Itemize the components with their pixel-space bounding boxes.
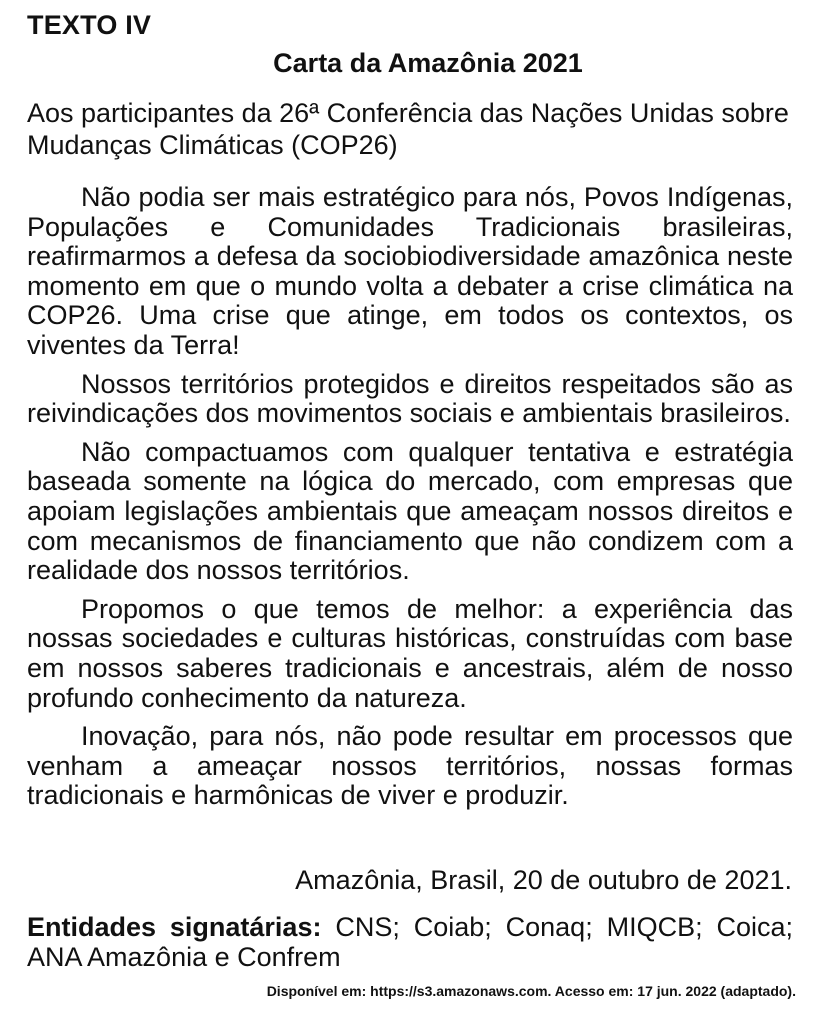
letter-title: Carta da Amazônia 2021 (273, 48, 583, 78)
body-paragraph-1: Não podia ser mais estratégico para nós, Povos Indígenas, Populações e Comunidades Tradicionais brasileiras, reafirmarmos a defesa da sociobiodiversidade amazônica neste momento em que o mundo volta a debater a crise climática na COP26. Uma crise que atinge, em todos os contextos, os viventes da Terra! (27, 182, 793, 360)
dateline: Amazônia, Brasil, 20 de outubro de 2021. (295, 865, 792, 895)
signatories (27, 912, 793, 972)
body-paragraph-2: Nossos territórios protegidos e direitos respeitados são as reivindicações dos movimentos sociais e ambientais brasileiros. (27, 368, 793, 429)
signatories-label: Entidades signatárias: (27, 912, 322, 942)
body-paragraph-5: Inovação, para nós, não pode resultar em processos que venham a ameaçar nossos territórios, nossas formas tradicionais e harmônicas de viver e produzir. (27, 721, 793, 811)
body-paragraph-4: Propomos o que temos de melhor: a experiência das nossas sociedades e culturas históricas, construídas com base em nossos saberes tradicionais e ancestrais, além de nosso profundo conhecimento da natureza. (27, 593, 793, 713)
source-citation: Disponível em: https://s3.amazonaws.com. Acesso em: 17 jun. 2022 (adaptado). (266, 983, 796, 999)
addressee: Aos participantes da 26ª Conferência das Nações Unidas sobre Mudanças Climáticas (COP26) (27, 98, 789, 160)
text-label: TEXTO IV (27, 10, 152, 40)
letter-body (27, 183, 793, 820)
signatories-list: CNS; Coiab; Conaq; MIQCB; Coica; ANA Amazônia e Confrem (27, 912, 793, 972)
body-paragraph-3: Não compactuamos com qualquer tentativa e estratégia baseada somente na lógica do mercado, com empresas que apoiam legislações ambientais que ameaçam nossos direitos e com mecanismos de financiamento que não condizem com a realidade dos nossos territórios. (27, 436, 793, 586)
